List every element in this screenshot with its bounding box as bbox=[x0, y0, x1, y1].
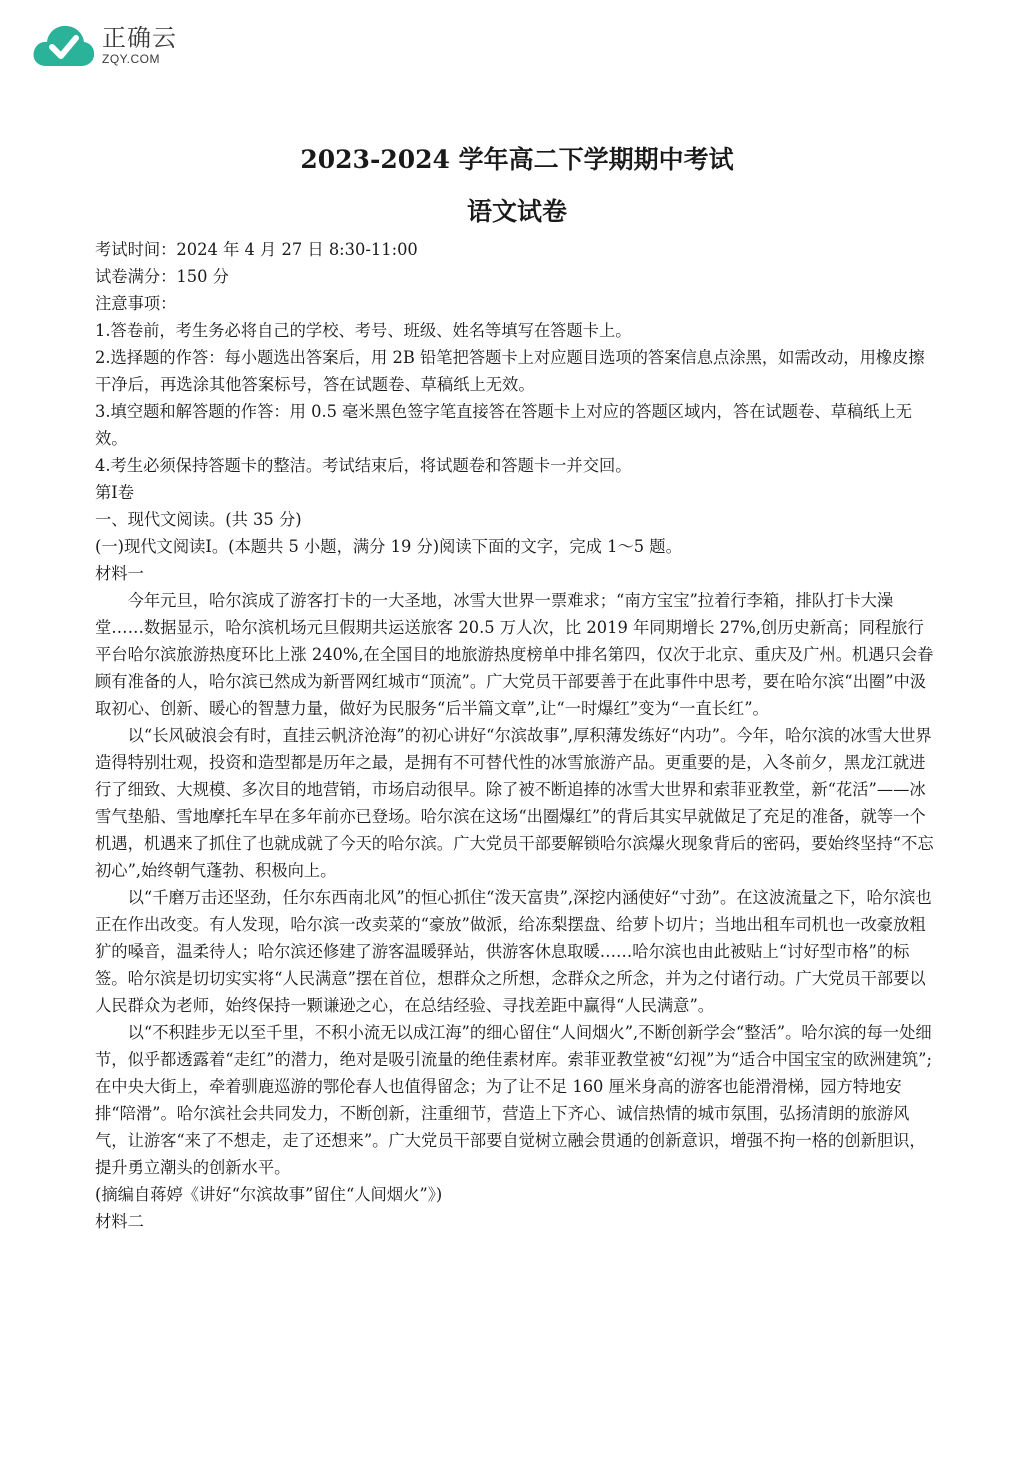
note-item: 3.填空题和解答题的作答：用 0.5 毫米黑色签字笔直接答在答题卡上对应的答题区域内，答在试题卷、草稿纸上无效。 bbox=[95, 402, 913, 448]
notes-heading: 注意事项： bbox=[95, 294, 177, 313]
logo-name-en: ZQY.COM bbox=[102, 51, 160, 66]
material-label: 材料二 bbox=[95, 1212, 144, 1231]
note-item: 4.考生必须保持答题卡的整洁。考试结束后，将试题卷和答题卡一并交回。 bbox=[95, 456, 632, 475]
subsection-heading: (一)现代文阅读Ⅰ。(本题共 5 小题，满分 19 分)阅读下面的文字，完成 1～5 题。 bbox=[95, 537, 682, 556]
brand-logo bbox=[30, 20, 177, 70]
paragraph: 以“不积跬步无以至千里，不积小流无以成江海”的细心留住“人间烟火”,不断创新学会“整活”。哈尔滨的每一处细节，似乎都透露着“走红”的潜力，绝对是吸引流量的绝佳素材库。索菲亚教堂被“幻视”为“适合中国宝宝的欧洲建筑”;在中央大街上，牵着驯鹿巡游的鄂伦春人也值得留念；为了让不足 160 厘米身高的游客也能滑滑梯，园方特地安排“陪滑”。哈尔滨社会共同发力，不断创新，注重细节，营造上下齐心、诚信热情的城市氛围，弘扬清朗的旅游风气，让游客“来了不想走，走了还想来”。广大党员干部要自觉树立融会贯通的创新意识，增强不拘一格的创新胆识，提升勇立潮头的创新水平。 bbox=[95, 1023, 932, 1177]
exam-title: 2023-2024 学年高二下学期期中考试 bbox=[300, 145, 734, 174]
volume-heading: 第Ⅰ卷 bbox=[95, 483, 134, 502]
logo-name-cn: 正确云 bbox=[102, 23, 177, 52]
paragraph: 今年元旦，哈尔滨成了游客打卡的一大圣地，冰雪大世界一票难求；“南方宝宝”拉着行李箱，排队打卡大澡堂……数据显示，哈尔滨机场元旦假期共运送旅客 20.5 万人次，比 2019 年同期增长 27%,创历史新高；同程旅行平台哈尔滨旅游热度环比上涨 240%,在全国目的地旅游热度榜单中排名第四，仅次于北京、重庆及广州。机遇只会眷顾有准备的人，哈尔滨已然成为新晋网红城市“顶流”。广大党员干部要善于在此事件中思考，要在哈尔滨“出圈”中汲取初心、创新、暖心的智慧力量，做好为民服务“后半篇文章”,让“一时爆红”变为“一直长红”。 bbox=[95, 591, 934, 718]
source-citation: (摘编自蒋婷《讲好“尔滨故事”留住“人间烟火”》) bbox=[95, 1185, 443, 1204]
material-label: 材料一 bbox=[95, 564, 144, 583]
paragraph: 以“长风破浪会有时，直挂云帆济沧海”的初心讲好“尔滨故事”,厚积薄发练好“内功”。今年，哈尔滨的冰雪大世界造得特别壮观，投资和造型都是历年之最，是拥有不可替代性的冰雪旅游产品。更重要的是，入冬前夕，黑龙江就进行了细致、大规模、多次目的地营销，市场启动很早。除了被不断追捧的冰雪大世界和索菲亚教堂，新“花活”——冰雪气垫船、雪地摩托车早在多年前亦已登场。哈尔滨在这场“出圈爆红”的背后其实早就做足了充足的准备，就等一个机遇，机遇来了抓住了也就成就了今天的哈尔滨。广大党员干部要解锁哈尔滨爆火现象背后的密码，要始终坚持“不忘初心”,始终朝气蓬勃、积极向上。 bbox=[95, 726, 934, 880]
exam-body bbox=[95, 236, 940, 1235]
exam-time: 考试时间：2024 年 4 月 27 日 8:30-11:00 bbox=[95, 240, 418, 259]
note-item: 1.答卷前，考生务必将自己的学校、考号、班级、姓名等填写在答题卡上。 bbox=[95, 321, 632, 340]
exam-score: 试卷满分：150 分 bbox=[95, 267, 229, 286]
note-item: 2.选择题的作答：每小题选出答案后，用 2B 铅笔把答题卡上对应题目选项的答案信息点涂黑，如需改动，用橡皮擦干净后，再选涂其他答案标号，答在试题卷、草稿纸上无效。 bbox=[95, 348, 925, 394]
section-heading: 一、现代文阅读。(共 35 分) bbox=[95, 510, 302, 529]
exam-subject: 语文试卷 bbox=[466, 197, 567, 226]
paragraph: 以“千磨万击还坚劲，任尔东西南北风”的恒心抓住“泼天富贵”,深挖内涵使好“寸劲”。在这波流量之下，哈尔滨也正在作出改变。有人发现，哈尔滨一改卖菜的“豪放”做派，给冻梨摆盘、给萝卜切片；当地出租车司机也一改豪放粗犷的嗓音，温柔待人；哈尔滨还修建了游客温暖驿站，供游客休息取暖……哈尔滨也由此被贴上“讨好型市格”的标签。哈尔滨是切切实实将“人民满意”摆在首位，想群众之所想，念群众之所念，并为之付诸行动。广大党员干部要以人民群众为老师，始终保持一颗谦逊之心，在总结经验、寻找差距中赢得“人民满意”。 bbox=[95, 888, 932, 1015]
cloud-check-icon bbox=[30, 20, 96, 70]
